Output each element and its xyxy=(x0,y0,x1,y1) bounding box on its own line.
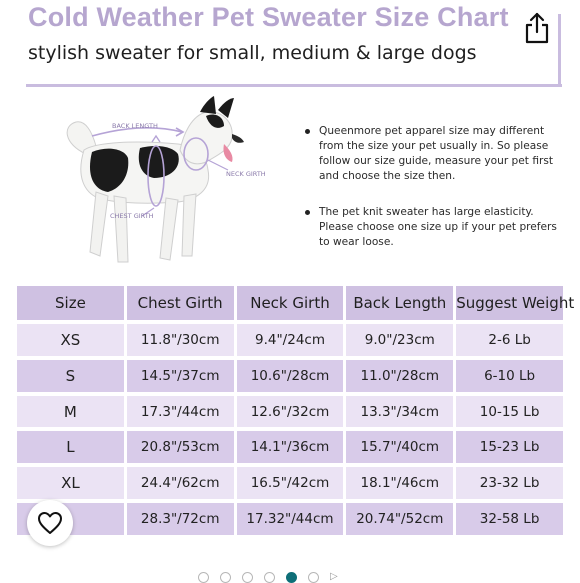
cell-chest: 20.8"/53cm xyxy=(127,431,234,463)
cell-back: 9.0"/23cm xyxy=(346,324,453,356)
header-size: Size xyxy=(17,286,124,320)
header-chest-girth: Chest Girth xyxy=(127,286,234,320)
page-title: Cold Weather Pet Sweater Size Chart xyxy=(28,2,509,32)
table-row xyxy=(17,503,563,535)
pager-dot[interactable] xyxy=(308,572,319,583)
cell-neck: 10.6"/28cm xyxy=(237,360,344,392)
cell-back: 18.1"/46cm xyxy=(346,467,453,499)
cell-size: XS xyxy=(17,324,124,356)
table-row xyxy=(17,360,563,392)
back-length-label: BACK LENGTH xyxy=(112,122,158,130)
cell-back: 11.0"/28cm xyxy=(346,360,453,392)
cell-weight: 32-58 Lb xyxy=(456,503,563,535)
cell-back: 13.3"/34cm xyxy=(346,396,453,428)
pager-dot[interactable] xyxy=(242,572,253,583)
play-arrow-icon[interactable]: ▷ xyxy=(330,571,338,582)
header-suggest-weight: Suggest Weight xyxy=(456,286,563,320)
cell-weight: 2-6 Lb xyxy=(456,324,563,356)
header-back-length: Back Length xyxy=(346,286,453,320)
header-side-divider xyxy=(558,14,561,86)
favorite-button[interactable] xyxy=(27,500,73,546)
cell-neck: 12.6"/32cm xyxy=(237,396,344,428)
share-icon xyxy=(520,10,554,46)
table-row xyxy=(17,467,563,499)
table-row xyxy=(17,324,563,356)
header-divider xyxy=(26,84,562,87)
cell-back: 20.74"/52cm xyxy=(346,503,453,535)
cell-weight: 6-10 Lb xyxy=(456,360,563,392)
cell-neck: 14.1"/36cm xyxy=(237,431,344,463)
cell-size: XL xyxy=(17,467,124,499)
cell-neck: 9.4"/24cm xyxy=(237,324,344,356)
note-item: The pet knit sweater has large elasticity. Please choose one size up if your pet prefers to wear loose. xyxy=(302,205,558,250)
image-pager[interactable] xyxy=(198,572,340,583)
cell-chest: 14.5"/37cm xyxy=(127,360,234,392)
page-subtitle: stylish sweater for small, medium & large dogs xyxy=(28,42,477,64)
cell-chest: 17.3"/44cm xyxy=(127,396,234,428)
cell-neck: 16.5"/42cm xyxy=(237,467,344,499)
pager-dot[interactable] xyxy=(198,572,209,583)
dog-measurement-diagram xyxy=(56,92,286,276)
size-chart-table xyxy=(14,282,575,539)
cell-size: M xyxy=(17,396,124,428)
header-neck-girth: Neck Girth xyxy=(237,286,344,320)
cell-back: 15.7"/40cm xyxy=(346,431,453,463)
cell-weight: 15-23 Lb xyxy=(456,431,563,463)
cell-weight: 23-32 Lb xyxy=(456,467,563,499)
neck-girth-label: NECK GIRTH xyxy=(226,170,266,178)
cell-weight: 10-15 Lb xyxy=(456,396,563,428)
cell-chest: 11.8"/30cm xyxy=(127,324,234,356)
pager-dot[interactable] xyxy=(264,572,275,583)
pager-dot-active[interactable] xyxy=(286,572,297,583)
table-row xyxy=(17,396,563,428)
cell-chest: 24.4"/62cm xyxy=(127,467,234,499)
chest-girth-label: CHEST GIRTH xyxy=(110,212,154,220)
table-header-row xyxy=(17,286,563,320)
pager-dot[interactable] xyxy=(220,572,231,583)
heart-icon xyxy=(37,511,63,535)
cell-size: L xyxy=(17,431,124,463)
share-button[interactable] xyxy=(520,10,554,46)
note-item: Queenmore pet apparel size may different from the size your pet usually in. So please follow our size guide, measure your pet first and choose the size then. xyxy=(302,124,558,184)
table-row xyxy=(17,431,563,463)
size-notes xyxy=(302,124,558,271)
cell-neck: 17.32"/44cm xyxy=(237,503,344,535)
cell-chest: 28.3"/72cm xyxy=(127,503,234,535)
cell-size: S xyxy=(17,360,124,392)
